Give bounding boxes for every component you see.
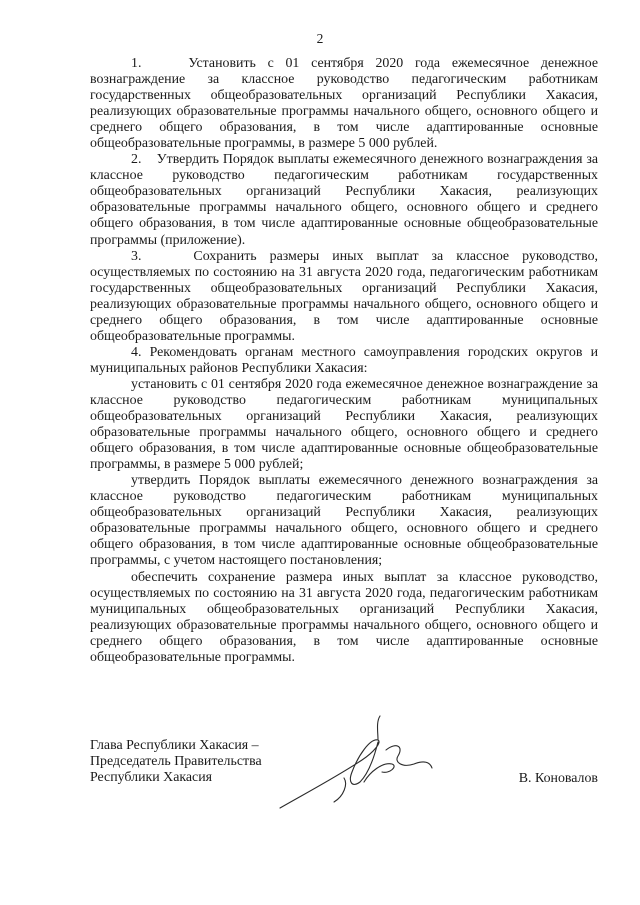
signature-stroke [334, 778, 346, 802]
paragraph-4: 4. Рекомендовать органам местного самоуправления городских округов и муниципальных районов Республики Хакасия: [90, 344, 598, 376]
signature-stroke [364, 764, 394, 782]
signatory-title-line: Республики Хакасия [90, 770, 213, 786]
paragraph-4-item-1: установить с 01 сентября 2020 года ежемесячное денежное вознаграждение за классное руководство педагогическим работникам муниципальных общеобразовательных организаций Республики Хакасия, реализующих образовательные программы начального общего, основного общего и среднего общего образования, в том числе адаптированные основные общеобразовательные программы, в размере 5 000 рублей; [90, 376, 598, 473]
paragraph-4-item-2: утвердить Порядок выплаты ежемесячного денежного вознаграждения за классное руководство педагогическим работникам муниципальных общеобразовательных организаций Республики Хакасия, реализующих образовательные программы начального общего, основного общего и среднего общего образования, в том числе адаптированные основные общеобразовательные программы, с учетом настоящего постановления; [90, 473, 598, 569]
signatory-title [90, 738, 262, 787]
handwritten-signature [278, 712, 434, 812]
signer-name: В. Коновалов [518, 771, 598, 786]
paragraph-2: 2. Утвердить Порядок выплаты ежемесячного денежного вознаграждения за классное руководство педагогическим работникам государственных общеобразовательных организаций Республики Хакасия, реализующих образовательные программы начального общего, основного общего и среднего общего образования, в том числе адаптированные основные общеобразовательные программы (приложение). [90, 152, 598, 248]
paragraph-4-item-3: обеспечить сохранение размера иных выплат за классное руководство, осуществляемых по состоянию на 31 августа 2020 года, педагогическим работникам муниципальных общеобразовательных организаций Республики Хакасия, реализующих образовательные программы начального общего, основного общего и среднего общего образования, в том числе адаптированные основные общеобразовательные программы. [90, 569, 598, 665]
signature-stroke [378, 716, 381, 740]
document-body [90, 56, 598, 666]
signatory-title-line: Глава Республики Хакасия – [90, 738, 259, 753]
signature-stroke [280, 740, 379, 808]
paragraph-1: 1. Установить с 01 сентября 2020 года ежемесячное денежное вознаграждение за классное руководство педагогическим работникам государственных общеобразовательных организаций Республики Хакасия, реализующих образовательные программы начального общего, основного общего и среднего общего образования, в том числе адаптированные основные общеобразовательные программы, в размере 5 000 рублей. [90, 56, 598, 152]
signatory-title-line: Председатель Правительства [90, 754, 262, 770]
paragraph-3: 3. Сохранить размеры иных выплат за классное руководство, осуществляемых по состоянию на 31 августа 2020 года, педагогическим работникам государственных общеобразовательных организаций Республики Хакасия, реализующих образовательные программы начального общего, основного общего и среднего общего образования, в том числе адаптированные основные общеобразовательные программы. [90, 248, 598, 344]
page-number: 2 [316, 31, 324, 46]
